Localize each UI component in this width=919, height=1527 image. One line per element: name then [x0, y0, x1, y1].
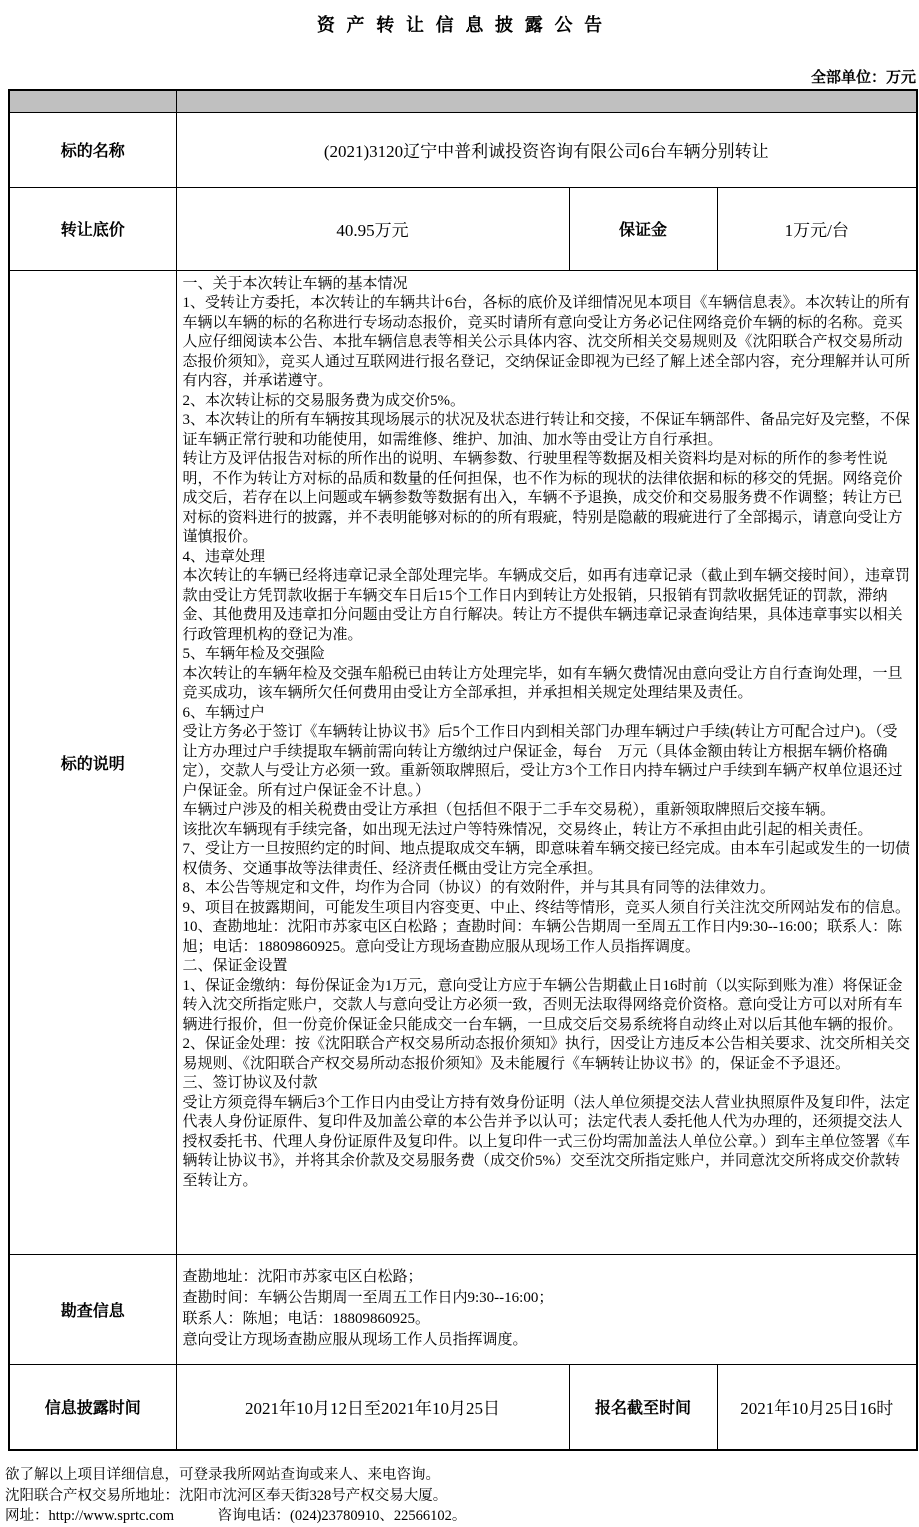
floor-price-label: 转让底价: [9, 187, 176, 270]
subject-name-label: 标的名称: [9, 112, 176, 187]
description-paragraph: 9、项目在披露期间，可能发生项目内容变更、中止、终结等情形，竞买人须自行关注沈交所网站发布的信息。: [182, 899, 911, 916]
description-paragraph: 该批次车辆现有手续完备，如出现无法过户等特殊情况，交易终止，转让方不承担由此引起的相关责任。: [182, 821, 873, 838]
survey-cell: [176, 1254, 917, 1364]
table-header-cell-left: [9, 90, 176, 112]
description-paragraph: 4、违章处理: [182, 548, 266, 565]
description-paragraph: 1、受转让方委托，本次转让的车辆共计6台，各标的底价及详细情况见本项目《车辆信息表》。本次转让的所有车辆以车辆的标的名称进行专场动态报价，竞买时请所有意向受让方务必记住网络竞价车辆的标的名称。竞买人应仔细阅读本公告、本批车辆信息表等相关公示具体内容、沈交所相关交易规则及《沈阳联合产权交易所动态报价须知》，竞买人通过互联网进行报名登记，交纳保证金即视为已经了解上述全部内容，充分理解并认可所有内容，并承诺遵守。: [182, 295, 911, 389]
description-cell: [176, 270, 917, 1254]
dates-row: [9, 1364, 917, 1450]
survey-line: 查勘地址：沈阳市苏家屯区白松路；: [182, 1269, 423, 1285]
announcement-table: [8, 89, 918, 1451]
survey-row: [9, 1254, 917, 1364]
description-paragraph: 8、本公告等规定和文件，均作为合同（协议）的有效附件，并与其具有同等的法律效力。: [182, 880, 776, 896]
description-paragraph: 3、本次转让的所有车辆按其现场展示的状况及状态进行转让和交接，不保证车辆部件、备品完好及完整，不保证车辆正常行驶和功能使用，如需维修、维护、加油、加水等由受让方自行承担。: [182, 412, 911, 448]
survey-text: [178, 1265, 916, 1353]
deposit-label: 保证金: [569, 187, 717, 270]
registration-deadline-value: 2021年10月25日16时: [717, 1364, 917, 1450]
table-header-cell-right: [176, 90, 917, 112]
description-paragraph: 5、车辆年检及交强险: [182, 646, 326, 662]
page-title: 资产转让信息披露公告: [316, 15, 614, 35]
description-paragraph: 转让方及评估报告对标的所作出的说明、车辆参数、行驶里程等数据及相关资料均是对标的所作的参考性说明，不作为转让方对标的品质和数量的任何担保，也不作为标的现状的法律依据和标的移交的凭据。网络竞价成交后，若存在以上问题或车辆参数等数据有出入，车辆不予退换，成交价和交易服务费不作调整；转让方已对标的资料进行的披露，并不表明能够对标的的所有瑕疵，特别是隐蔽的瑕疵进行了全部揭示，请意向受让方谨慎报价。: [182, 451, 903, 545]
description-paragraph: 车辆过户涉及的相关税费由受让方承担（包括但不限于二手车交易税），重新领取牌照后交接车辆。: [182, 802, 836, 818]
footer-line: 欲了解以上项目详细信息，可登录我所网站查询或来人、来电咨询。: [5, 1467, 440, 1483]
price-deposit-row: [9, 187, 917, 270]
survey-line: 联系人：陈旭；电话：18809860925。: [182, 1311, 431, 1327]
survey-line: 意向受让方现场查勘应服从现场工作人员指挥调度。: [182, 1332, 528, 1348]
description-paragraph: 二、保证金设置: [182, 958, 288, 974]
description-paragraph: 2、本次转让标的交易服务费为成交价5%。: [182, 392, 465, 409]
description-row: [9, 270, 917, 1254]
subject-name-row: [9, 112, 917, 187]
description-paragraph: 本次转让的车辆已经将违章记录全部处理完毕。车辆成交后，如再有违章记录（截止到车辆交接时间），违章罚款由受让方凭罚款收据于车辆交车日后15个工作日内到转让方处报销，只报销有罚款收据凭证的罚款，滞纳金、其他费用及违章扣分问题由受让方自行解决。转让方不提供车辆违章记录查询结果，具体违章事实以相关行政管理机构的登记为准。: [182, 568, 911, 643]
description-paragraph: 2、保证金处理：按《沈阳联合产权交易所动态报价须知》执行，因受让方违反本公告相关要求、沈交所相关交易规则、《沈阳联合产权交易所动态报价须知》及未能履行《车辆转让协议书》的，保证金不予退还。: [182, 1036, 911, 1072]
description-paragraph: 7、受让方一旦按照约定的时间、地点提取成交车辆，即意味着车辆交接已经完成。由本车引起或发生的一切债权债务、交通事故等法律责任、经济责任概由受让方完全承担。: [182, 841, 911, 877]
disclosure-period-value: 2021年10月12日至2021年10月25日: [176, 1364, 569, 1450]
footer-line: 沈阳联合产权交易所地址：沈阳市沈河区奉天街328号产权交易大厦。: [5, 1487, 448, 1504]
disclosure-period-label: 信息披露时间: [9, 1364, 176, 1450]
description-paragraph: 受让方须竞得车辆后3个工作日内由受让方持有效身份证明（法人单位须提交法人营业执照原件及复印件，法定代表人身份证原件、复印件及加盖公章的本公告并予以认可；法定代表人委托他人代为办理的，还须提交法人授权委托书、代理人身份证原件及复印件。以上复印件一式三份均需加盖法人单位公章。）到车主单位签署《车辆转让协议书》，并将其余价款及交易服务费（成交价5%）交至沈交所指定账户，并同意沈交所将成交价款转至转让方。: [182, 1094, 911, 1189]
description-paragraph: 6、车辆过户: [182, 704, 266, 721]
deposit-value: 1万元/台: [717, 187, 917, 270]
survey-label: 勘查信息: [9, 1254, 176, 1364]
description-paragraph: 一、关于本次转让车辆的基本情况: [182, 275, 408, 292]
survey-line: 查勘时间：车辆公告期周一至周五工作日内9:30--16:00；: [182, 1290, 554, 1306]
registration-deadline-label: 报名截至时间: [569, 1364, 717, 1450]
floor-price-value: 40.95万元: [176, 187, 569, 270]
unit-note: 全部单位：万元: [810, 70, 916, 86]
description-paragraph: 受让方务必于签订《车辆转让协议书》后5个工作日内到相关部门办理车辆过户手续(转让方可配合过户)。（受让方办理过户手续提取车辆前需向转让方缴纳过户保证金，每台 万元（具体金额由转让方根据车辆价格确定），交款人与受让方必须一致。重新领取牌照后，受让方3个工作日内持车辆过户手续到车辆产权单位退还过户保证金。所有过户保证金不计息。）: [182, 724, 903, 799]
description-paragraph: 本次转让的车辆年检及交强车船税已由转让方处理完毕，如有车辆欠费情况由意向受让方自行查询处理，一旦竞买成功，该车辆所欠任何费用由受让方全部承担，并承担相关规定处理结果及责任。: [182, 665, 903, 701]
description-paragraph: 三、签订协议及付款: [182, 1075, 318, 1091]
description-paragraph: 10、查勘地址：沈阳市苏家屯区白松路 ；查勘时间：车辆公告期周一至周五工作日内9:30--16:00；联系人：陈旭；电话：18809860925。意向受让方现场查勘应服从现场工作人员指挥调度。: [182, 919, 903, 955]
description-text: [178, 272, 916, 1253]
footer-line: 网址：http://www.sprtc.com 咨询电话：(024)23780910、22566102。: [5, 1508, 467, 1524]
subject-name-value: (2021)3120辽宁中普利诚投资咨询有限公司6台车辆分别转让: [176, 112, 917, 187]
description-paragraph: 1、保证金缴纳：每份保证金为1万元，意向受让方应于车辆公告期截止日16时前（以实际到账为准）将保证金转入沈交所指定账户，交款人与意向受让方必须一致，否则无法取得网络竞价资格。意向受让方可以对所有车辆进行报价，但一份竞价保证金只能成交一台车辆，一旦成交后交易系统将自动终止对以后其他车辆的报价。: [182, 977, 903, 1033]
description-label: 标的说明: [9, 270, 176, 1254]
footer-notes: [5, 1465, 919, 1527]
table-header-row: [9, 90, 917, 112]
